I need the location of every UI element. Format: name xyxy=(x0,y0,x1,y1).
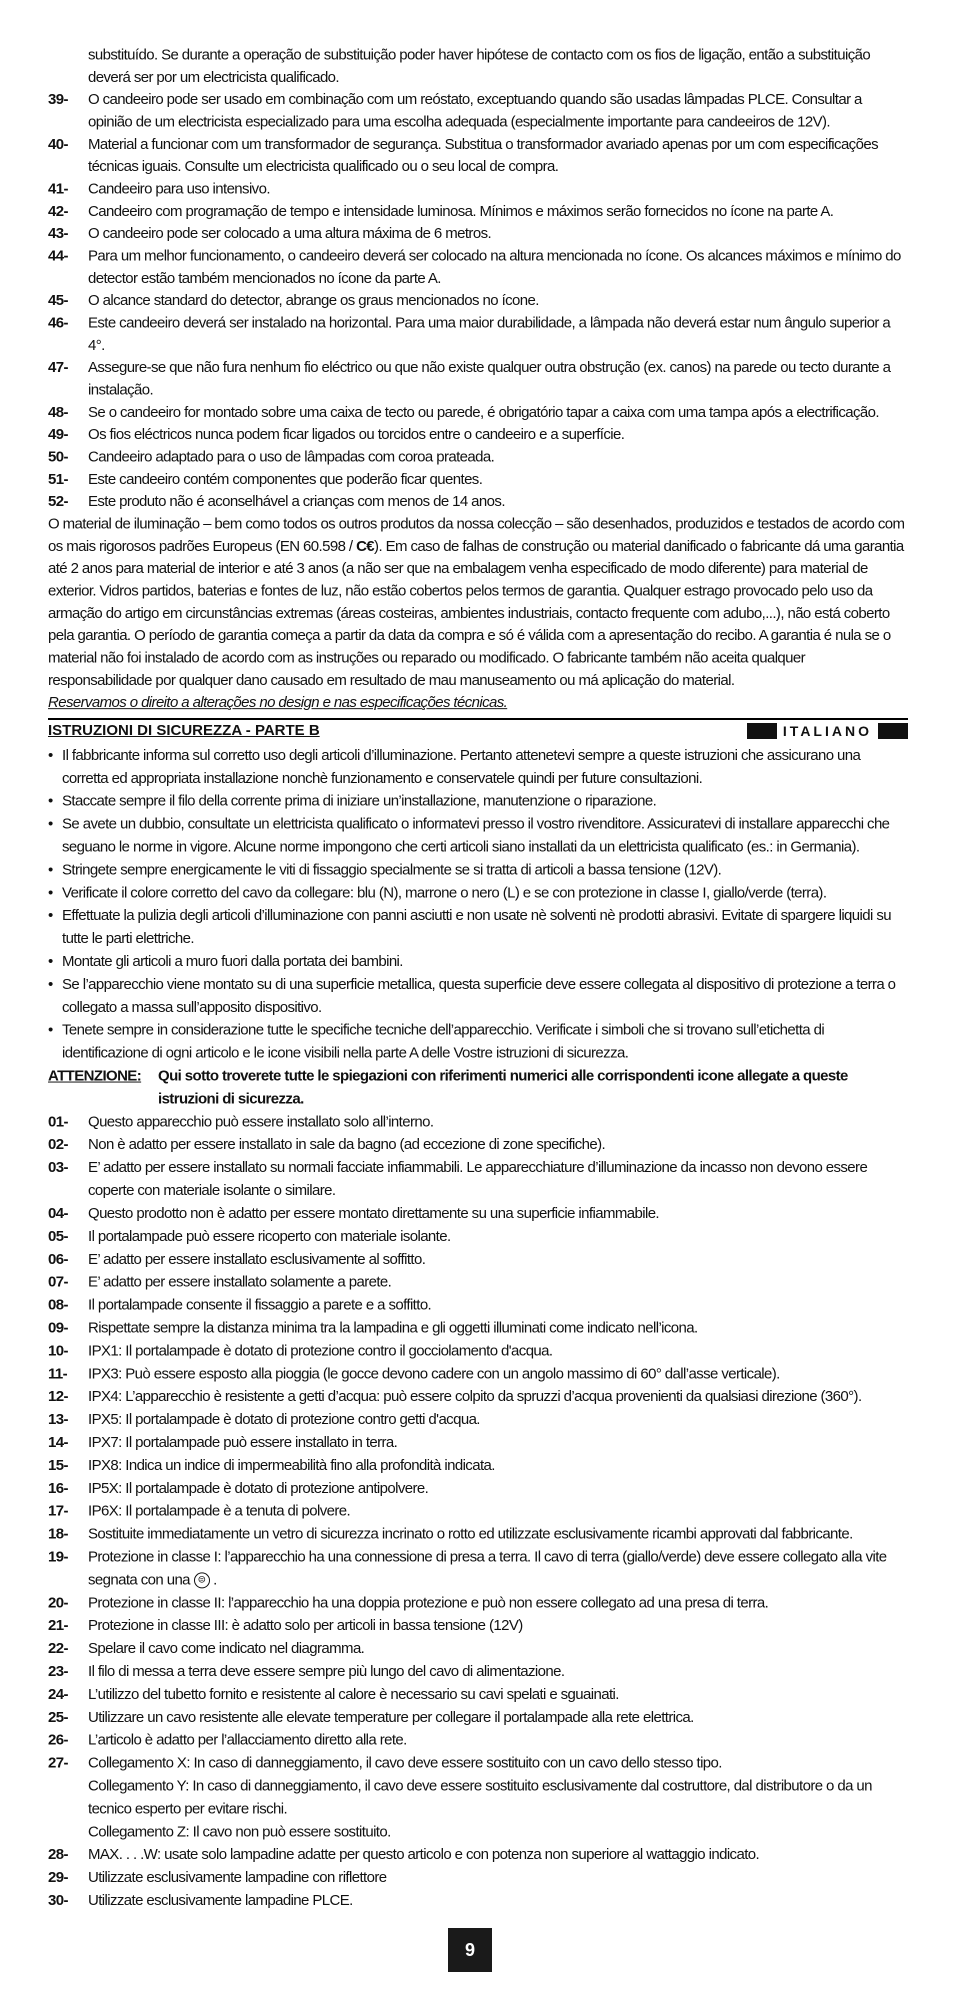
list-item xyxy=(48,1523,908,1546)
item-text: IPX4: L’apparecchio è resistente a getti d’acqua: può essere colpito da spruzzi d’acqua provenienti da qualsiasi direzione (360°). xyxy=(88,1388,862,1406)
item-number: 17- xyxy=(48,1502,68,1520)
list-item xyxy=(48,1202,908,1225)
list-item xyxy=(48,200,908,222)
item-number: 04- xyxy=(48,1205,68,1222)
item-text: IPX7: Il portalampade può essere installato in terra. xyxy=(88,1434,398,1451)
list-item xyxy=(48,1614,908,1637)
list-item xyxy=(48,1477,908,1500)
item-text: IPX5: Il portalampade è dotato di protezione contro getti d'acqua. xyxy=(88,1411,480,1429)
list-item xyxy=(48,290,908,312)
list-item xyxy=(48,1889,908,1912)
item-text: IP5X: Il portalampade è dotato di protezione antipolvere. xyxy=(88,1479,429,1497)
item-number: 41- xyxy=(48,180,68,198)
item-text: Utilizzare un cavo resistente alle elevate temperature per collegare il portalampade alla rete elettrica. xyxy=(88,1708,694,1726)
item-number: 46- xyxy=(48,314,68,332)
item-text: Utilizzate esclusivamente lampadine PLCE. xyxy=(88,1892,353,1909)
item-text: Questo apparecchio può essere installato solo all’interno. xyxy=(88,1113,434,1131)
list-item xyxy=(48,1591,908,1614)
item-text: O candeeiro pode ser colocado a uma altura máxima de 6 metros. xyxy=(88,225,492,243)
item-text: Il filo di messa a terra deve essere sempre più lungo del cavo di alimentazione. xyxy=(88,1663,565,1680)
ground-symbol-icon: ⊜ xyxy=(194,1572,210,1588)
item-text: IPX8: Indica un indice di impermeabilità fino alla profondità indicata. xyxy=(88,1456,495,1474)
pt-warranty: O material de iluminação – bem como todos os outros produtos da nossa colecção – são desenhados, produzidos e testados de acordo com os mais rigorosos padrões Europeus (EN 60.598 / C€). Em caso de falhas de construção ou material danificado o fabricante dá uma garantia até 2 anos para material de interior e até 3 anos (a não ser que na embalagem venha especificado de modo diferente) para material de exterior. Vidros partidos, baterias e fontes de luz, não estão cobertos pelos termos de garantia. Qualquer estrago provocado pelo uso da armação do artigo em circunstâncias extremas (áreas costeiras, ambientes industriais, contacto frequente com adubo,...), não está coberto pela garantia. O período de garantia começa a partir da data da compra e só é válida com a apresentação do recibo. A garantia é nula se o material não foi instalado de acordo com as instruções ou reparado ou modificado. O fabricante também não aceita qualquer responsabilidade por qualquer dano causado em resultado de mau manuseamento ou má aplicação do material. xyxy=(48,515,905,689)
list-item xyxy=(48,1706,908,1729)
item-number: 12- xyxy=(48,1388,68,1406)
list-item xyxy=(48,1133,908,1156)
list-item xyxy=(48,1362,908,1385)
item-number: 13- xyxy=(48,1411,68,1429)
item-number: 18- xyxy=(48,1525,68,1543)
item-number: 06- xyxy=(48,1250,68,1268)
item-number: 40- xyxy=(48,136,68,153)
attention-label: ATTENZIONE: xyxy=(48,1067,142,1085)
list-item xyxy=(48,1866,908,1889)
language-tag xyxy=(747,722,908,740)
list-item xyxy=(48,1294,908,1317)
list-item xyxy=(48,178,908,200)
item-text: Il portalampade può essere ricoperto con materiale isolante. xyxy=(88,1227,451,1245)
item-number: 28- xyxy=(48,1846,68,1864)
item-number: 20- xyxy=(48,1594,68,1612)
item-number: 07- xyxy=(48,1273,68,1291)
bullet-item: • Se avete un dubbio, consultate un elettricista qualificato o informatevi presso il vostro rivenditore. Assicuratevi di installare apparecchi che seguano le norme in vigore. Alcune norme impongono che certi articoli siano installati da un elettricista qualificato (es.: in Germania). xyxy=(48,813,908,859)
item-number: 48- xyxy=(48,404,68,421)
item-text: IPX1: Il portalampade è dotato di protezione contro il gocciolamento d'acqua. xyxy=(88,1342,553,1360)
item-number: 43- xyxy=(48,225,68,243)
list-item-continuation: Collegamento Y: In caso di danneggiamento, il cavo deve essere sostituito esclusivamente dal costruttore, dal distributore o da un tecnico esperto per evitare rischi. xyxy=(88,1777,872,1818)
list-item xyxy=(48,1408,908,1431)
it-item-list xyxy=(48,1110,908,1912)
item-number: 39- xyxy=(48,91,68,109)
item-number: 42- xyxy=(48,203,68,220)
item-number: 47- xyxy=(48,359,68,377)
language-bar-left xyxy=(747,723,777,739)
item-number: 08- xyxy=(48,1296,68,1314)
list-item xyxy=(48,312,908,357)
list-item xyxy=(48,1339,908,1362)
item-text: Questo prodotto non è adatto per essere montato direttamente su una superficie infiammabile. xyxy=(88,1205,659,1222)
item-text: Sostituite immediatamente un vetro di sicurezza incrinato o rotto ed utilizzate esclusivamente ricambi approvati dal fabbricante. xyxy=(88,1525,853,1543)
item-text: IP6X: Il portalampade è a tenuta di polvere. xyxy=(88,1502,351,1520)
item-text: MAX. . . .W: usate solo lampadine adatte per questo articolo e con potenza non superiore al wattaggio indicato. xyxy=(88,1846,760,1864)
bullet-item: • Verificate il colore corretto del cavo da collegare: blu (N), marrone o nero (L) e se con protezione in classe I, giallo/verde (terra). xyxy=(48,881,908,904)
bullet-item: • Staccate sempre il filo della corrente prima di iniziare un’installazione, manutenzione o riparazione. xyxy=(48,790,908,813)
list-item xyxy=(48,468,908,490)
item-number: 09- xyxy=(48,1319,68,1337)
item-text: Utilizzate esclusivamente lampadine con riflettore xyxy=(88,1869,387,1887)
attention-note xyxy=(48,1065,908,1111)
item-text: E’ adatto per essere installato solamente a parete. xyxy=(88,1273,392,1291)
item-number: 21- xyxy=(48,1617,68,1635)
item-text: Il portalampade consente il fissaggio a parete e a soffitto. xyxy=(88,1296,432,1314)
bullet-item: • Tenete sempre in considerazione tutte le specifiche tecniche dell’apparecchio. Verificate i simboli che si trovano sull’etichetta di identificazione di ogni articolo e le icone visibili nella parte A delle Vostre istruzioni di sicurezza. xyxy=(48,1019,908,1065)
item-number: 45- xyxy=(48,292,68,310)
item-number: 10- xyxy=(48,1342,68,1360)
list-item xyxy=(48,1317,908,1340)
ce-mark-icon: C€ xyxy=(356,538,375,555)
list-item xyxy=(48,223,908,245)
item-number: 51- xyxy=(48,471,68,488)
item-text: Protezione in classe II: l’apparecchio ha una doppia protezione e può non essere collegato ad una presa di terra. xyxy=(88,1594,769,1612)
item-text: Este candeeiro deverá ser instalado na horizontal. Para uma maior durabilidade, a lâmpada não deverá estar num ângulo superior a 4°. xyxy=(88,314,891,354)
pt-continuation: substituído. Se durante a operação de substituição poder haver hipótese de contacto com os fios de ligação, então a substituição deverá ser por um electricista qualificado. xyxy=(88,46,871,86)
list-item xyxy=(48,1454,908,1477)
bullet-item: • Stringete sempre energicamente le viti di fissaggio specialmente se si tratta di articoli a bassa tensione (12V). xyxy=(48,859,908,882)
list-item xyxy=(48,1385,908,1408)
bullet-item: • Effettuate la pulizia degli articoli d’illuminazione con panni asciutti e non usate nè solventi nè prodotti abrasivi. Evitate di spargere liquidi su tutte le parti elettriche. xyxy=(48,904,908,950)
item-number: 15- xyxy=(48,1456,68,1474)
item-text: Candeeiro para uso intensivo. xyxy=(88,180,270,198)
list-item xyxy=(48,491,908,513)
item-text: E’ adatto per essere installato su normali facciate infiammabili. Le apparecchiature d’illuminazione da incasso non devono essere coperte con materiale isolante o similare. xyxy=(88,1159,868,1200)
list-item xyxy=(48,401,908,423)
item-text: Se o candeeiro for montado sobre uma caixa de tecto ou parede, é obrigatório tapar a caixa com uma tampa após a electrificação. xyxy=(88,404,879,421)
list-item xyxy=(48,446,908,468)
item-text: Collegamento X: In caso di danneggiamento, il cavo deve essere sostituito con un cavo dello stesso tipo. xyxy=(88,1754,722,1772)
item-number: 02- xyxy=(48,1136,68,1154)
list-item xyxy=(48,1683,908,1706)
item-text: O alcance standard do detector, abrange os graus mencionados no ícone. xyxy=(88,292,539,310)
item-text: L’articolo è adatto per l’allacciamento diretto alla rete. xyxy=(88,1731,407,1749)
list-item xyxy=(48,1225,908,1248)
item-number: 22- xyxy=(48,1640,68,1658)
item-number: 01- xyxy=(48,1113,68,1131)
language-label: ITALIANO xyxy=(782,723,872,739)
list-item xyxy=(48,89,908,134)
item-number: 49- xyxy=(48,426,68,444)
item-text: Os fios eléctricos nunca podem ficar ligados ou torcidos entre o candeeiro e a superfície. xyxy=(88,426,625,444)
item-text: Protezione in classe I: l’apparecchio ha una connessione di presa a terra. Il cavo di terra (giallo/verde) deve essere collegato alla vite segnata con una xyxy=(88,1548,887,1589)
item-text: Spelare il cavo come indicato nel diagramma. xyxy=(88,1640,365,1658)
item-number: 05- xyxy=(48,1227,68,1245)
item-text: E’ adatto per essere installato esclusivamente al soffitto. xyxy=(88,1250,426,1268)
item-text: Non è adatto per essere installato in sale da bagno (ad eccezione di zone specifiche). xyxy=(88,1136,606,1154)
bullet-item: • Montate gli articoli a muro fuori dalla portata dei bambini. xyxy=(48,950,908,973)
item-text: Candeeiro com programação de tempo e intensidade luminosa. Mínimos e máximos serão fornecidos no ícone na parte A. xyxy=(88,203,834,220)
item-text-end: . xyxy=(213,1571,217,1589)
list-item xyxy=(48,1752,908,1775)
list-item xyxy=(48,1431,908,1454)
list-item-continuation: Collegamento Z: Il cavo non può essere sostituito. xyxy=(88,1823,391,1841)
item-number: 50- xyxy=(48,448,68,466)
item-text: Este produto não é aconselhável a crianças com menos de 14 anos. xyxy=(88,493,505,511)
list-item xyxy=(48,133,908,178)
item-number: 24- xyxy=(48,1685,68,1703)
it-section xyxy=(48,744,908,1912)
item-number: 11- xyxy=(48,1365,68,1383)
bullet-item: • Se l’apparecchio viene montato su di una superficie metallica, questa superficie deve essere collegata al dispositivo di protezione a terra o collegato a massa sull’apposito dispositivo. xyxy=(48,973,908,1019)
item-number: 23- xyxy=(48,1663,68,1680)
list-item xyxy=(48,1271,908,1294)
item-text: Material a funcionar com um transformador de segurança. Substitua o transformador avariado apenas por um com especificações técnicas iguais. Consulte um electricista qualificado ou o seu local de compra. xyxy=(88,136,878,176)
it-section-header xyxy=(48,718,908,744)
item-text: O candeeiro pode ser usado em combinação com um reóstato, exceptuando quando são usadas lâmpadas PLCE. Consultar a opinião de um electricista especializado para uma escolha adequada (especialmente importante para candeeiros de 12V). xyxy=(88,91,862,131)
item-number: 29- xyxy=(48,1869,68,1887)
item-number: 25- xyxy=(48,1708,68,1726)
page-number: 9 xyxy=(448,1928,492,1972)
list-item xyxy=(48,1248,908,1271)
list-item xyxy=(48,1729,908,1752)
list-item xyxy=(48,1546,908,1592)
list-item xyxy=(48,1500,908,1523)
list-item xyxy=(48,1156,908,1202)
list-item xyxy=(48,357,908,402)
item-text: Este candeeiro contém componentes que poderão ficar quentes. xyxy=(88,471,483,488)
item-text: Rispettate sempre la distanza minima tra la lampadina e gli oggetti illuminati come indicato nell’icona. xyxy=(88,1319,698,1337)
it-section-title: ISTRUZIONI DI SICUREZZA - PARTE B xyxy=(48,722,320,739)
item-number: 30- xyxy=(48,1892,68,1909)
item-text: Protezione in classe III: è adatto solo per articoli in bassa tensione (12V) xyxy=(88,1617,523,1635)
pt-rights: Reservamos o direito a alterações no design e nas especificações técnicas. xyxy=(48,694,508,712)
list-item xyxy=(48,245,908,290)
pt-item-list xyxy=(48,89,908,513)
list-item xyxy=(48,1843,908,1866)
item-text: Para um melhor funcionamento, o candeeiro deverá ser colocado na altura mencionada no ícone. Os alcances máximos e mínimo do detector estão também mencionados no ícone da parte A. xyxy=(88,247,901,287)
it-bullet-list xyxy=(48,744,908,1065)
item-number: 14- xyxy=(48,1434,68,1451)
list-item xyxy=(48,1660,908,1683)
item-number: 03- xyxy=(48,1159,68,1177)
list-item xyxy=(48,1110,908,1133)
item-number: 26- xyxy=(48,1731,68,1749)
item-number: 16- xyxy=(48,1479,68,1497)
item-number: 27- xyxy=(48,1754,68,1772)
item-text: Assegure-se que não fura nenhum fio eléctrico ou que não existe qualquer outra obstrução (ex. canos) na parede ou tecto durante a instalação. xyxy=(88,359,891,399)
item-text: L’utilizzo del tubetto fornito e resistente al calore è necessario su cavi spelati e sguainati. xyxy=(88,1685,619,1703)
list-item xyxy=(48,424,908,446)
attention-text: Qui sotto troverete tutte le spiegazioni con riferimenti numerici alle corrispondenti icone allegate a queste istruzioni di sicurezza. xyxy=(158,1067,848,1108)
language-bar-right xyxy=(878,723,908,739)
item-text: IPX3: Può essere esposto alla pioggia (le gocce devono cadere con un angolo massimo di 60° dall’asse verticale). xyxy=(88,1365,780,1383)
list-item xyxy=(48,1637,908,1660)
bullet-item: • Il fabbricante informa sul corretto uso degli articoli d’illuminazione. Pertanto attenetevi sempre a queste istruzioni che assicurano una corretta ed appropriata installazione nonchè funzionamento e conservatele quindi per future consultazioni. xyxy=(48,744,908,790)
item-number: 19- xyxy=(48,1548,68,1566)
pt-section xyxy=(48,44,908,714)
item-number: 44- xyxy=(48,247,68,265)
item-text: Candeeiro adaptado para o uso de lâmpadas com coroa prateada. xyxy=(88,448,495,466)
item-number: 52- xyxy=(48,493,68,511)
